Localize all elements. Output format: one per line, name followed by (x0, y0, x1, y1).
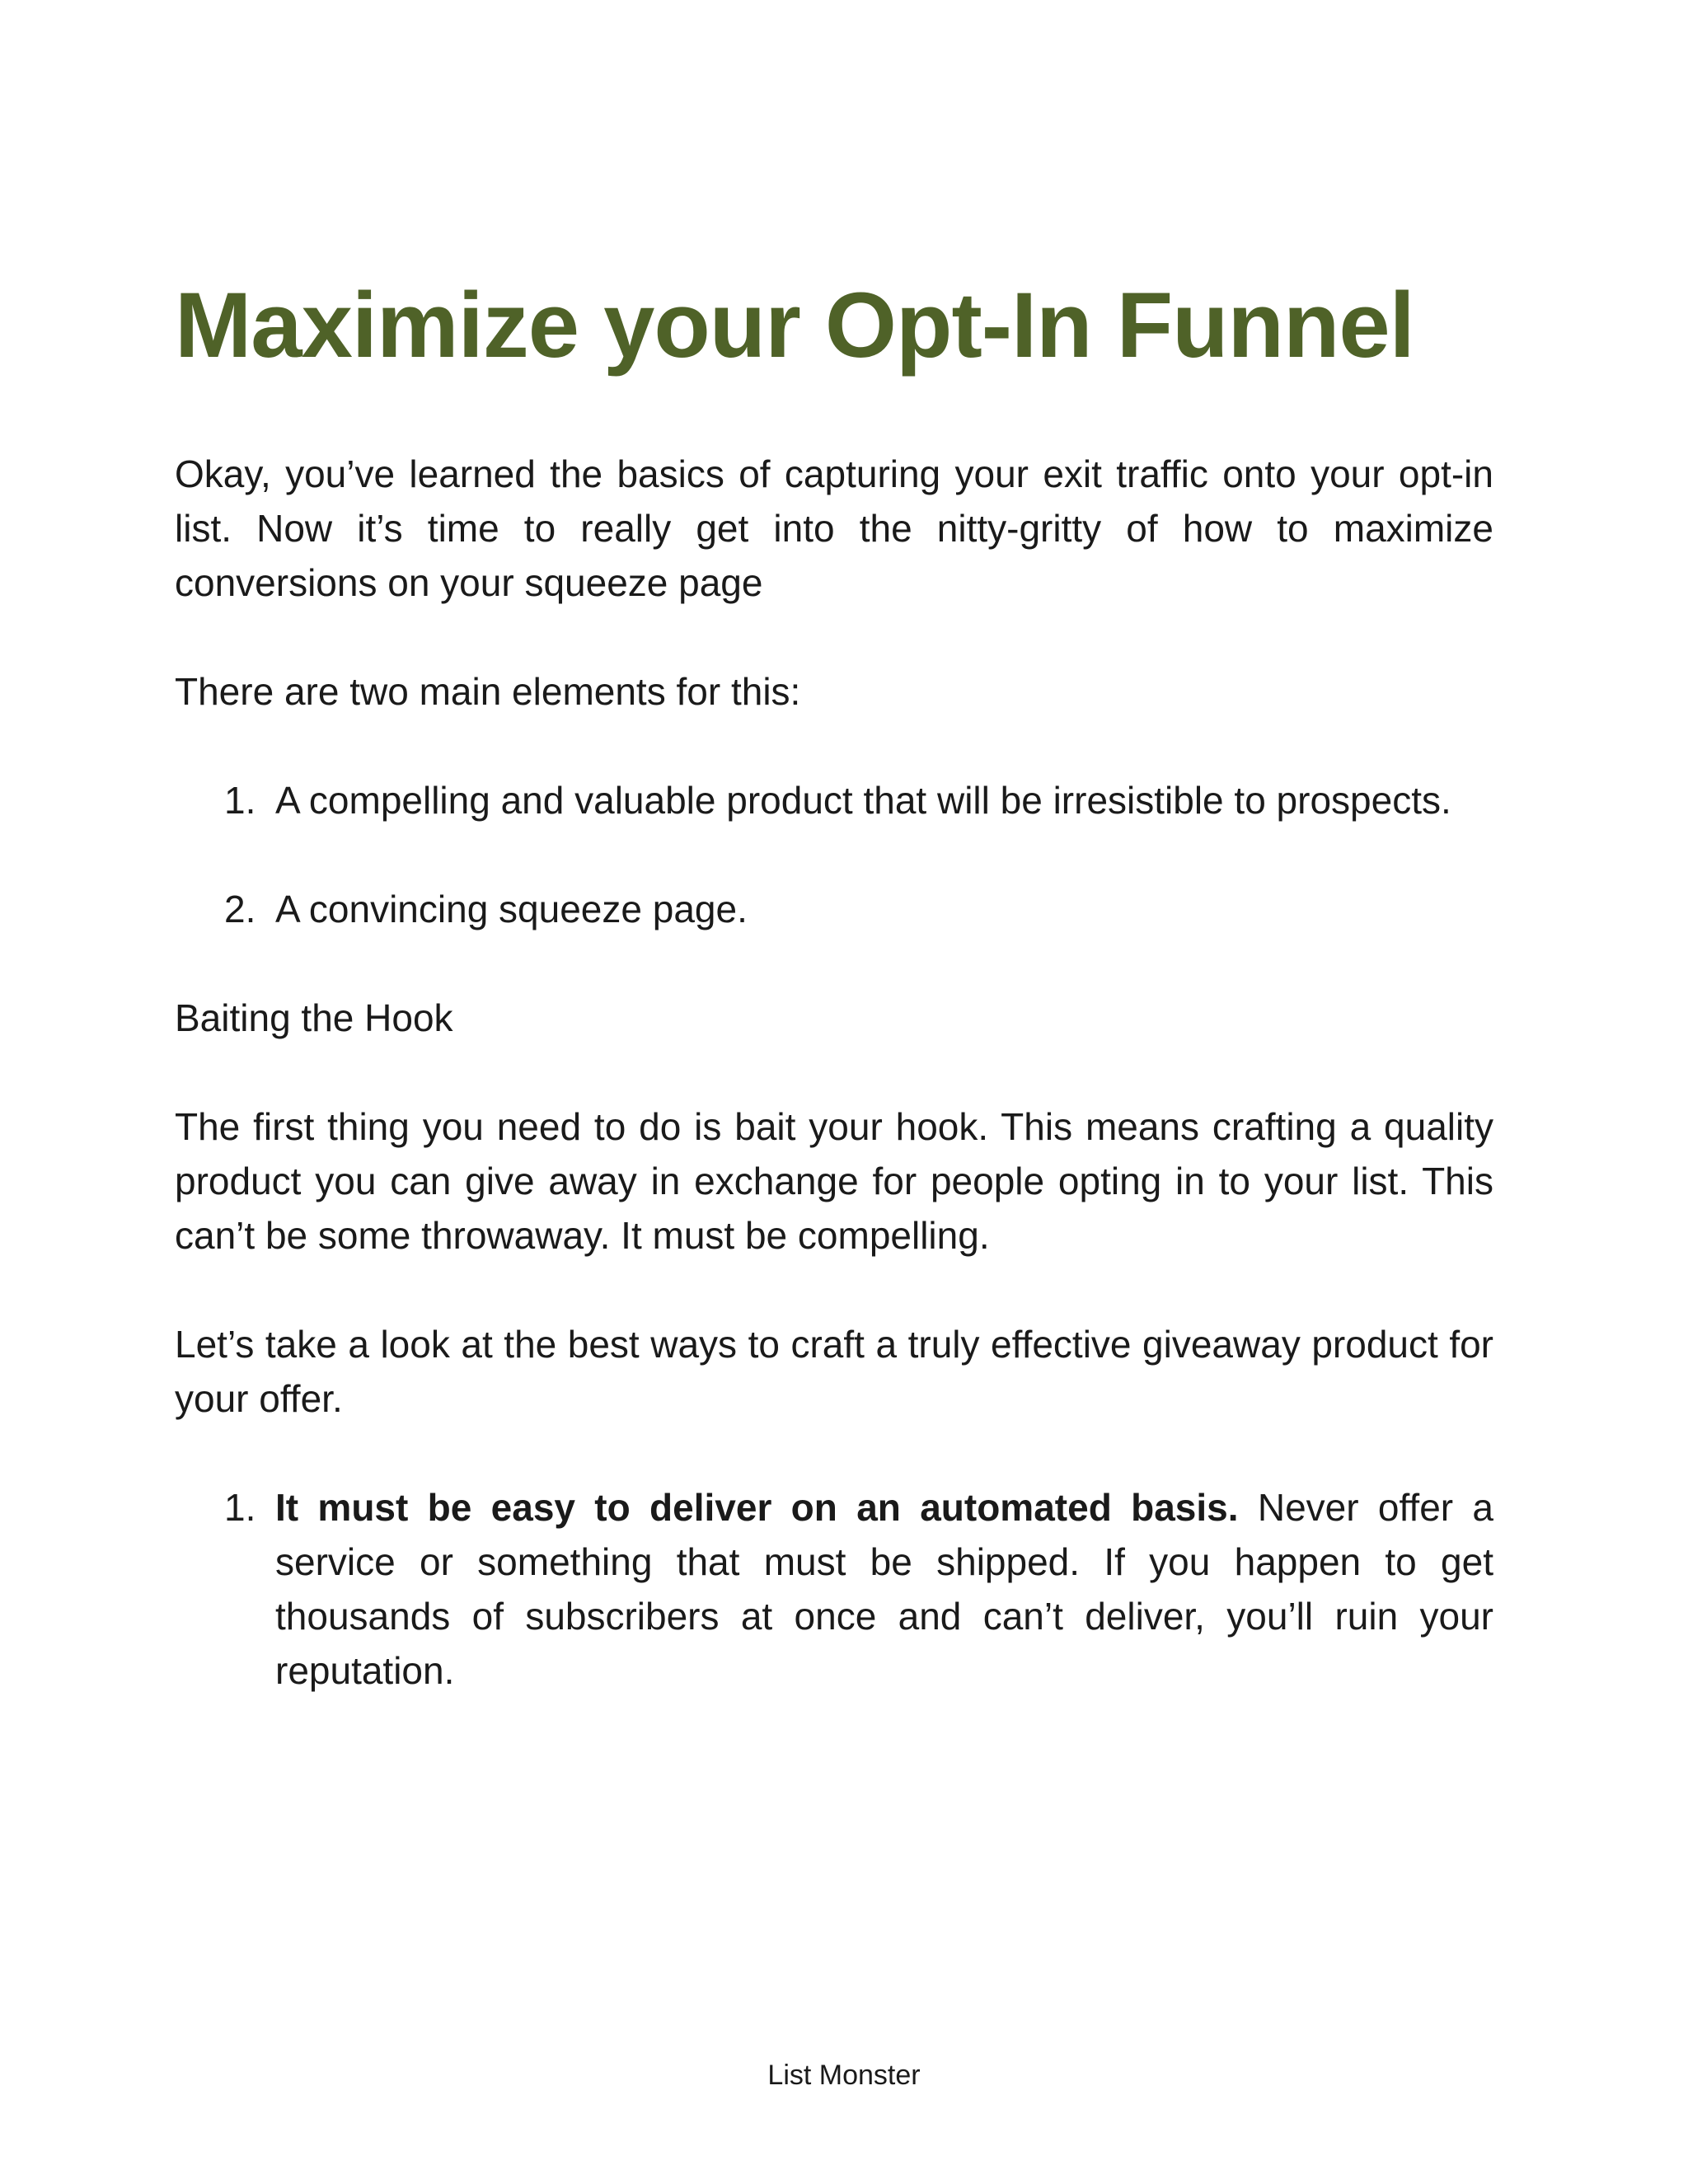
intro-paragraph: Okay, you’ve learned the basics of capturing your exit traffic onto your opt-in list. Now it’s time to really get into the nitty-gritty of how to maximize conversions on your squeeze page (175, 452, 1493, 604)
list-item-number: 1. (224, 1486, 256, 1529)
list-item-text: Never offer a service or something that must be shipped. If you happen to get thousands of subscribers at once and can’t deliver, you’ll ruin your reputation. (275, 1486, 1494, 1692)
list-item (175, 1480, 1493, 1698)
list-item (175, 773, 1493, 827)
page-content (175, 272, 1493, 1698)
list-item-text: A convincing squeeze page. (275, 888, 748, 930)
hook-paragraph: The first thing you need to do is bait your hook. This means crafting a quality product you can give away in exchange for people opting in to your list. This can’t be some throwaway. It must be compelling. (175, 1105, 1493, 1257)
ways-paragraph: Let’s take a look at the best ways to craft a truly effective giveaway product for your offer. (175, 1323, 1493, 1420)
elements-list (175, 773, 1493, 936)
list-item-number: 2. (224, 888, 256, 930)
page-title: Maximize your Opt-In Funnel (175, 274, 1414, 377)
list-item (175, 882, 1493, 936)
page-footer: List Monster (767, 2060, 921, 2091)
ways-list (175, 1480, 1493, 1698)
list-item-number: 1. (224, 779, 256, 822)
list-item-bold-lead: It must be easy to deliver on an automated basis. (275, 1486, 1239, 1529)
list-item-text: A compelling and valuable product that will be irresistible to prospects. (275, 779, 1451, 822)
section-heading: Baiting the Hook (175, 996, 453, 1039)
elements-lead-paragraph: There are two main elements for this: (175, 670, 801, 713)
